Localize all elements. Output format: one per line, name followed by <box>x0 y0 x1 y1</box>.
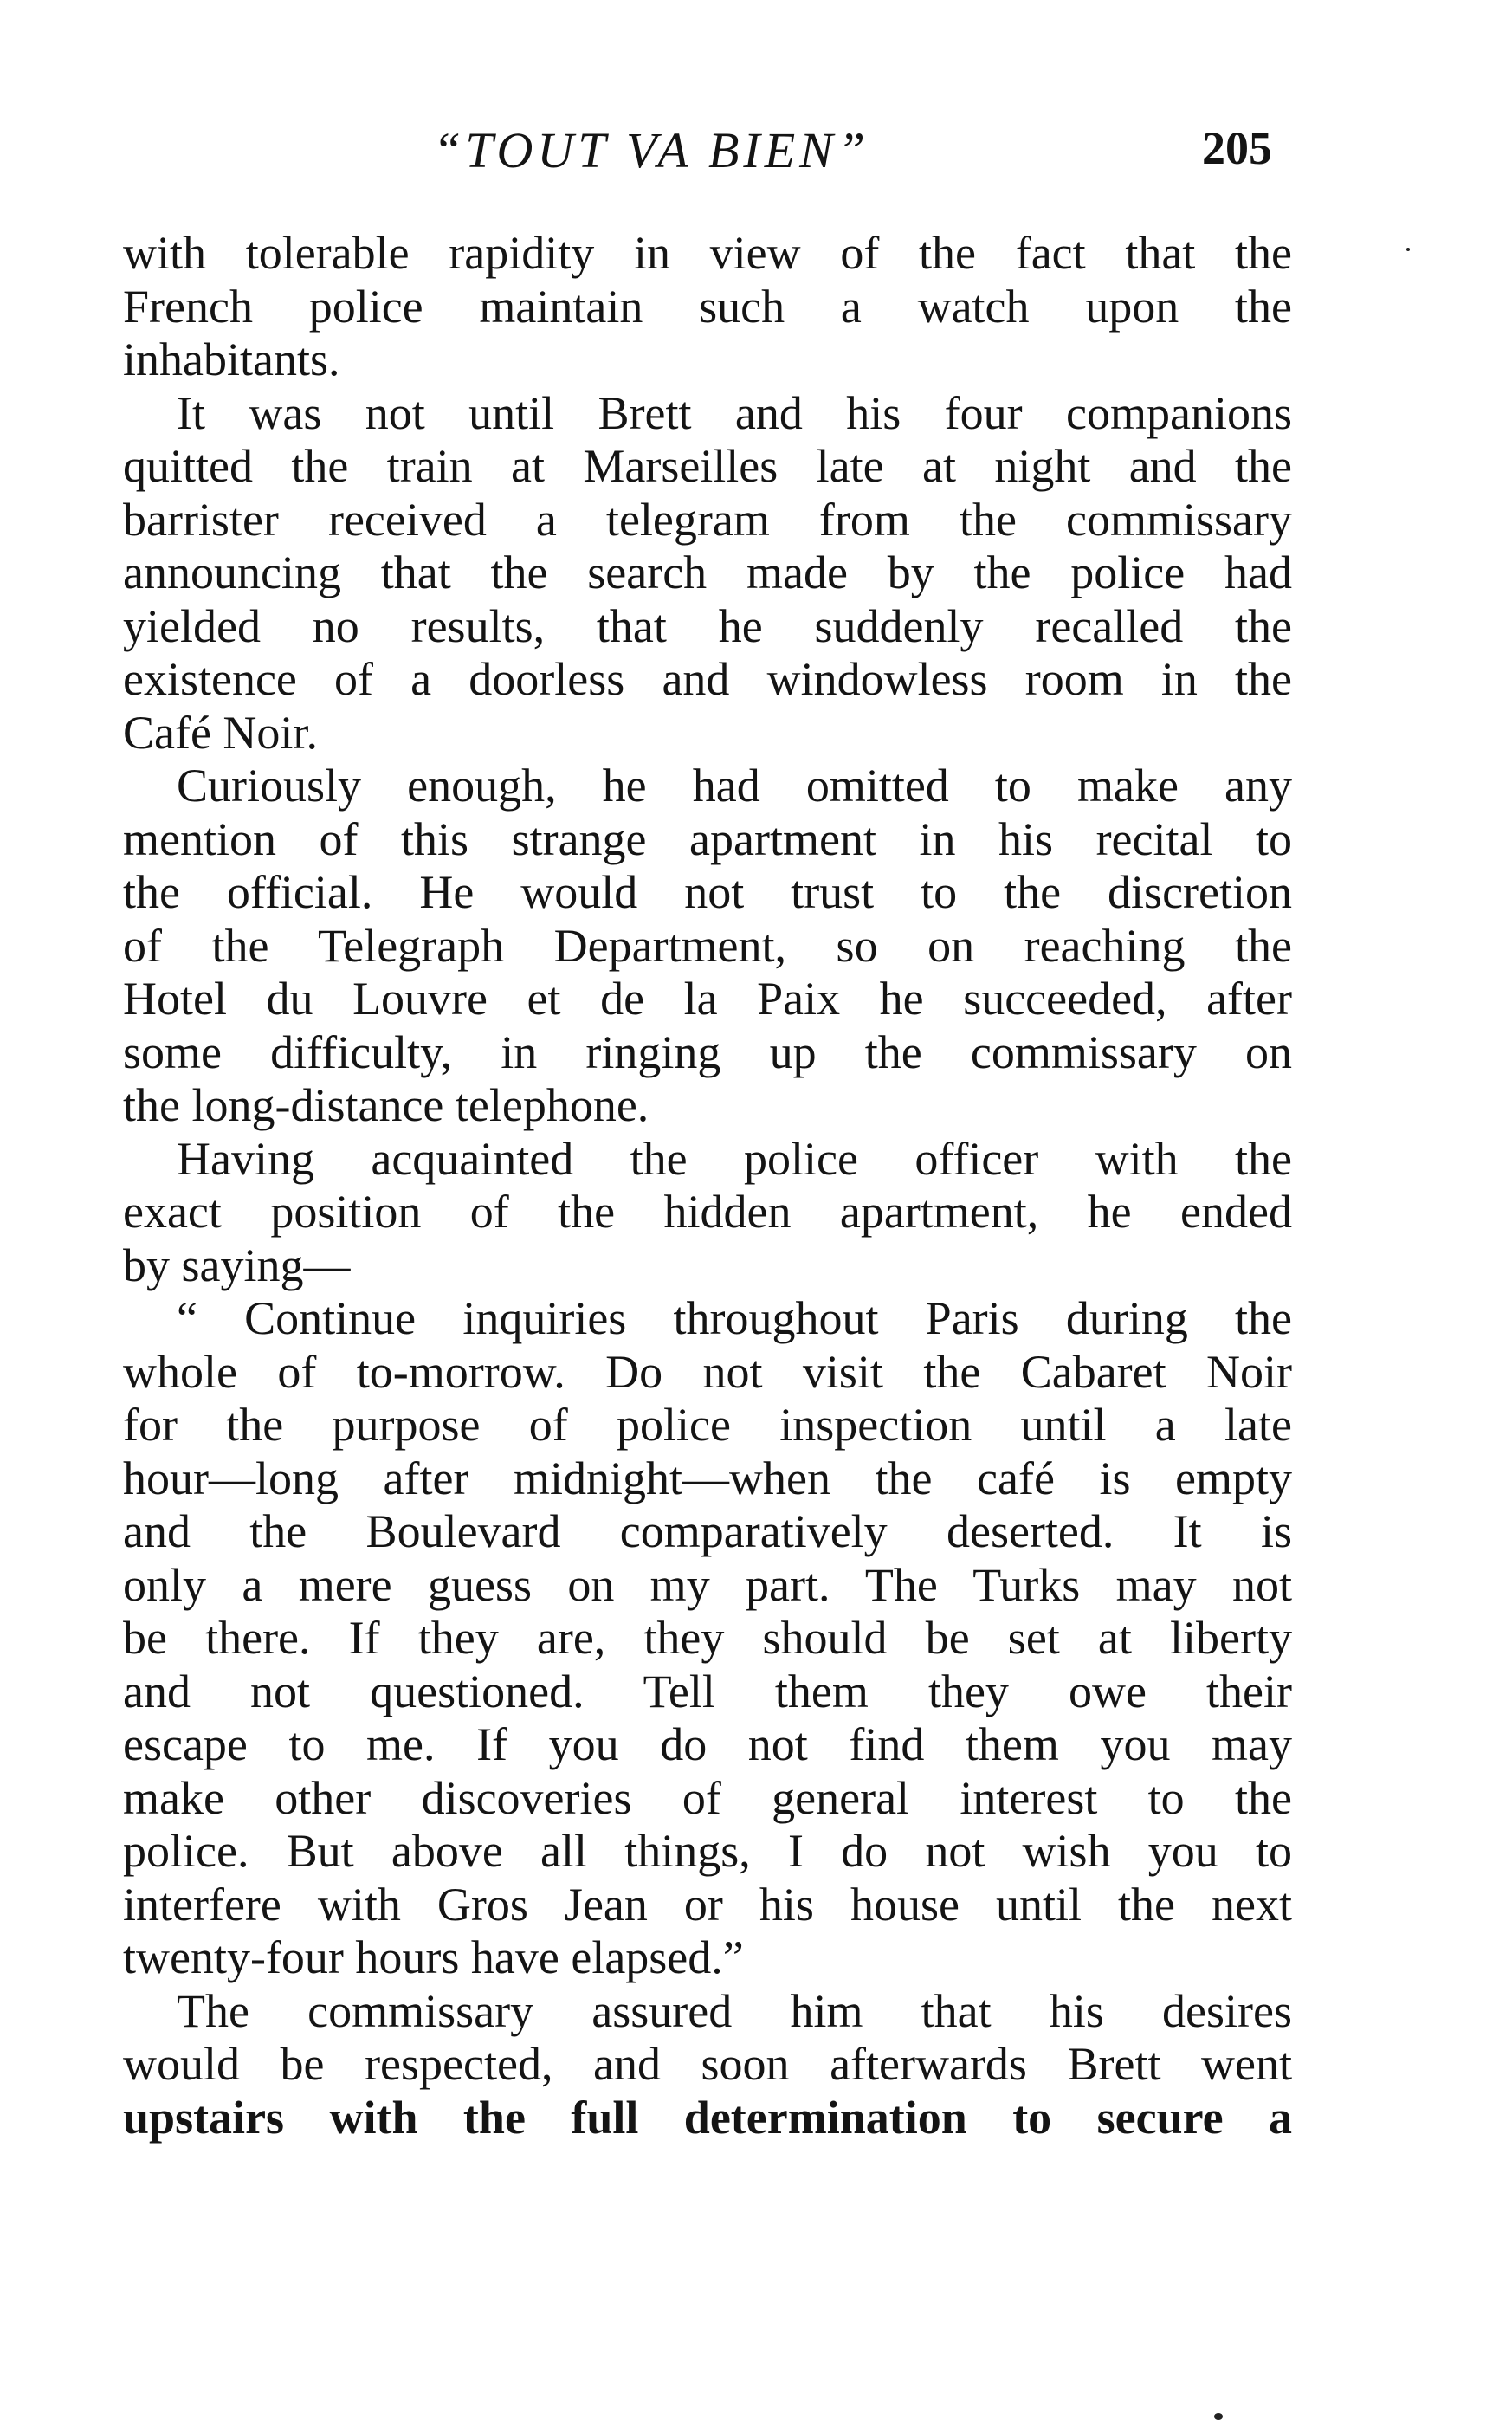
text-line: French police maintain such a watch upon the <box>123 280 1292 333</box>
text-line: make other discoveries of general interest to the <box>123 1771 1292 1824</box>
text-line: the official. He would not trust to the discretion <box>123 866 1292 918</box>
text-line: police. But above all things, I do not wish you to <box>123 1825 1292 1877</box>
text-line: and the Boulevard comparatively deserted. It is <box>123 1505 1292 1557</box>
running-title: “TOUT VA BIEN” <box>433 122 870 178</box>
text-line: upstairs with the full determination to secure a <box>123 2091 1292 2144</box>
running-header <box>0 121 1512 191</box>
text-line: barrister received a telegram from the commissary <box>123 493 1292 546</box>
text-line: would be respected, and soon afterwards Brett went <box>123 2038 1292 2090</box>
paragraph <box>123 760 1292 1133</box>
text-line: the long-distance telephone. <box>123 1079 649 1131</box>
text-line: quitted the train at Marseilles late at night and the <box>123 440 1292 492</box>
paragraph <box>123 227 1292 387</box>
text-line: Having acquainted the police officer with the <box>177 1132 1292 1185</box>
text-line: It was not until Brett and his four companions <box>177 386 1292 439</box>
text-line: existence of a doorless and windowless room in the <box>123 653 1292 705</box>
print-speck <box>1406 248 1410 251</box>
text-line: be there. If they are, they should be set at liberty <box>123 1612 1292 1664</box>
text-line: Curiously enough, he had omitted to make any <box>177 760 1292 812</box>
text-line: exact position of the hidden apartment, he ended <box>123 1186 1292 1238</box>
text-line: by saying— <box>123 1239 351 1291</box>
text-line: twenty-four hours have elapsed.” <box>123 1931 744 1983</box>
text-line: inhabitants. <box>123 333 340 385</box>
paragraph <box>123 1985 1292 2145</box>
text-line: mention of this strange apartment in his recital to <box>123 812 1292 865</box>
print-speck <box>1214 2413 1223 2420</box>
text-line: The commissary assured him that his desires <box>177 1984 1292 2037</box>
paragraph <box>123 1292 1292 1985</box>
paragraph <box>123 1133 1292 1293</box>
text-line: whole of to-morrow. Do not visit the Cabaret Noir <box>123 1345 1292 1398</box>
text-line: yielded no results, that he suddenly recalled the <box>123 599 1292 652</box>
text-line: Café Noir. <box>123 706 318 759</box>
text-line: hour—long after midnight—when the café is empty <box>123 1452 1292 1504</box>
text-line: some difficulty, in ringing up the commissary on <box>123 1025 1292 1078</box>
body-text <box>123 227 1292 2144</box>
text-line: of the Telegraph Department, so on reaching the <box>123 919 1292 972</box>
text-line: with tolerable rapidity in view of the fact that the <box>123 227 1292 279</box>
text-line: “ Continue inquiries throughout Paris during the <box>177 1292 1292 1344</box>
text-line: only a mere guess on my part. The Turks may not <box>123 1558 1292 1611</box>
page-number: 205 <box>1202 122 1272 174</box>
text-line: interfere with Gros Jean or his house until the next <box>123 1878 1292 1931</box>
paragraph <box>123 387 1292 760</box>
text-line: announcing that the search made by the police had <box>123 547 1292 598</box>
text-line: and not questioned. Tell them they owe their <box>123 1665 1292 1717</box>
text-line: escape to me. If you do not find them you may <box>123 1718 1292 1770</box>
text-line: Hotel du Louvre et de la Paix he succeeded, after <box>123 973 1292 1025</box>
text-line: for the purpose of police inspection until a late <box>123 1399 1292 1451</box>
